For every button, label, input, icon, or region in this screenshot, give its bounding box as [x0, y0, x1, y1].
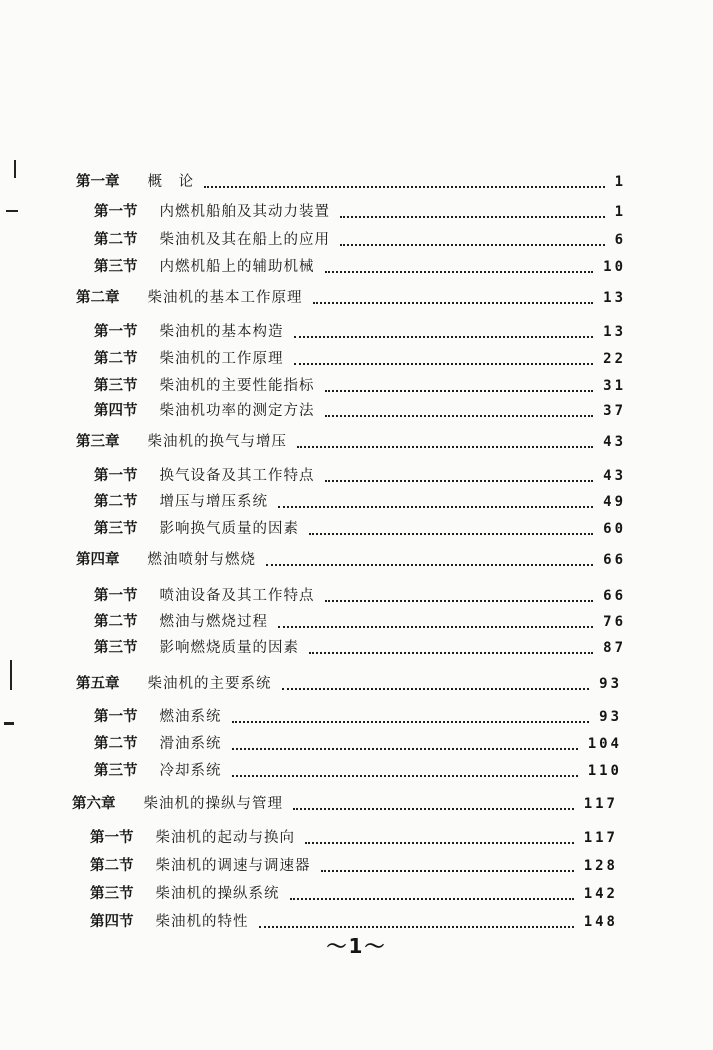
toc-section-row: [90, 880, 618, 904]
chapter-title: 柴油机的操纵与管理: [143, 796, 283, 812]
section-number: 第一节: [94, 587, 138, 604]
section-number: 第三节: [94, 258, 138, 275]
chapter-title: 柴油机的换气与增压: [147, 434, 287, 450]
scan-mark: [14, 160, 16, 178]
page-reference: 93: [599, 709, 622, 725]
toc-section-row: [94, 703, 622, 727]
section-number: 第三节: [94, 377, 138, 394]
chapter-number: 第六章: [72, 795, 116, 812]
toc-chapter-row: [72, 790, 618, 814]
dot-leader: [278, 626, 593, 628]
section-number: 第二节: [90, 857, 134, 874]
section-title: 燃油系统: [159, 709, 222, 725]
section-number: 第三节: [94, 520, 138, 537]
dot-leader: [297, 446, 593, 448]
page-reference: 93: [599, 676, 622, 692]
dot-leader: [293, 808, 574, 810]
page-reference: 66: [603, 588, 626, 604]
scan-mark: [4, 722, 14, 725]
section-title: 内燃机船上的辅助机械: [159, 259, 315, 275]
section-number: 第一节: [90, 829, 134, 846]
dot-leader: [282, 688, 590, 690]
section-number: 第四节: [90, 913, 134, 930]
page-reference: 43: [603, 468, 626, 484]
dot-leader: [278, 506, 593, 508]
chapter-number: 第三章: [76, 433, 120, 450]
dot-leader: [340, 216, 605, 218]
section-title: 增压与增压系统: [159, 494, 268, 510]
section-number: 第二节: [94, 231, 138, 248]
chapter-number: 第五章: [76, 675, 120, 692]
toc-section-row: [94, 397, 626, 421]
section-title: 柴油机的基本构造: [159, 324, 284, 340]
section-title: 换气设备及其工作特点: [159, 468, 315, 484]
dot-leader: [325, 600, 594, 602]
toc-section-row: [94, 488, 626, 512]
dot-leader: [232, 775, 578, 777]
page-reference: 76: [603, 614, 626, 630]
section-number: 第一节: [94, 467, 138, 484]
page-reference: 66: [603, 552, 626, 568]
dot-leader: [340, 244, 605, 246]
section-title: 柴油机的操纵系统: [155, 886, 280, 902]
toc-section-row: [94, 198, 626, 222]
section-number: 第一节: [94, 323, 138, 340]
chapter-number: 第二章: [76, 289, 120, 306]
toc-section-row: [90, 908, 618, 932]
chapter-title: 燃油喷射与燃烧: [147, 552, 256, 568]
section-title: 柴油机及其在船上的应用: [159, 232, 330, 248]
section-title: 影响燃烧质量的因素: [159, 640, 299, 656]
toc-section-row: [94, 226, 626, 250]
page-reference: 148: [583, 914, 618, 930]
toc-section-row: [94, 253, 626, 277]
dot-leader: [313, 302, 594, 304]
section-title: 内燃机船舶及其动力装置: [159, 204, 330, 220]
toc-chapter-row: [76, 670, 622, 694]
chapter-number: 第四章: [76, 551, 120, 568]
section-title: 柴油机功率的测定方法: [159, 403, 315, 419]
dot-leader: [294, 336, 594, 338]
toc-chapter-row: [76, 168, 626, 192]
dot-leader: [309, 533, 593, 535]
dot-leader: [266, 564, 593, 566]
page-reference: 142: [583, 886, 618, 902]
toc-section-row: [94, 608, 626, 632]
page-reference: 13: [603, 324, 626, 340]
toc-section-row: [94, 462, 626, 486]
section-title: 柴油机的起动与换向: [155, 830, 295, 846]
page-reference: 60: [603, 521, 626, 537]
dot-leader: [294, 363, 594, 365]
toc-chapter-row: [76, 546, 626, 570]
section-number: 第一节: [94, 203, 138, 220]
page-reference: 117: [583, 830, 618, 846]
toc-section-row: [90, 852, 618, 876]
dot-leader: [325, 415, 594, 417]
dot-leader: [325, 480, 594, 482]
section-number: 第三节: [90, 885, 134, 902]
page-reference: 117: [583, 796, 618, 812]
toc-section-row: [94, 582, 626, 606]
dot-leader: [325, 271, 594, 273]
section-title: 影响换气质量的因素: [159, 521, 299, 537]
toc-chapter-row: [76, 428, 626, 452]
page-reference: 22: [603, 351, 626, 367]
dot-leader: [290, 898, 574, 900]
toc-section-row: [94, 730, 622, 754]
dot-leader: [204, 186, 605, 188]
page-reference: 43: [603, 434, 626, 450]
toc-section-row: [90, 824, 618, 848]
section-title: 滑油系统: [159, 736, 222, 752]
page-number-footer: ～1～: [326, 934, 387, 958]
dot-leader: [232, 721, 590, 723]
page-reference: 37: [603, 403, 626, 419]
dot-leader: [232, 748, 578, 750]
section-title: 柴油机的特性: [155, 914, 249, 930]
page-reference: 128: [583, 858, 618, 874]
scan-mark: [10, 660, 12, 690]
toc-section-row: [94, 372, 626, 396]
toc-chapter-row: [76, 284, 626, 308]
section-title: 柴油机的调速与调速器: [155, 858, 311, 874]
page-reference: 10: [603, 259, 626, 275]
dot-leader: [321, 870, 574, 872]
chapter-title: 柴油机的基本工作原理: [147, 290, 303, 306]
page-reference: 13: [603, 290, 626, 306]
toc-section-row: [94, 634, 626, 658]
section-number: 第二节: [94, 350, 138, 367]
section-number: 第二节: [94, 735, 138, 752]
page-reference: 1: [614, 204, 626, 220]
section-number: 第三节: [94, 639, 138, 656]
dot-leader: [305, 842, 574, 844]
page-reference: 87: [603, 640, 626, 656]
toc-section-row: [94, 345, 626, 369]
page-reference: 1: [614, 174, 626, 190]
section-title: 冷却系统: [159, 763, 222, 779]
page-reference: 104: [587, 736, 622, 752]
page-reference: 31: [603, 378, 626, 394]
section-number: 第一节: [94, 708, 138, 725]
section-number: 第二节: [94, 493, 138, 510]
toc-section-row: [94, 515, 626, 539]
page-reference: 49: [603, 494, 626, 510]
section-title: 柴油机的工作原理: [159, 351, 284, 367]
chapter-number: 第一章: [76, 173, 120, 190]
scan-mark: [6, 210, 18, 212]
section-title: 喷油设备及其工作特点: [159, 588, 315, 604]
dot-leader: [325, 390, 594, 392]
page-reference: 6: [614, 232, 626, 248]
toc-section-row: [94, 318, 626, 342]
chapter-title: 概 论: [147, 174, 194, 190]
section-title: 柴油机的主要性能指标: [159, 378, 315, 394]
dot-leader: [309, 652, 593, 654]
section-title: 燃油与燃烧过程: [159, 614, 268, 630]
chapter-title: 柴油机的主要系统: [147, 676, 272, 692]
dot-leader: [259, 926, 574, 928]
toc-section-row: [94, 757, 622, 781]
section-number: 第三节: [94, 762, 138, 779]
section-number: 第四节: [94, 402, 138, 419]
page-reference: 110: [587, 763, 622, 779]
section-number: 第二节: [94, 613, 138, 630]
